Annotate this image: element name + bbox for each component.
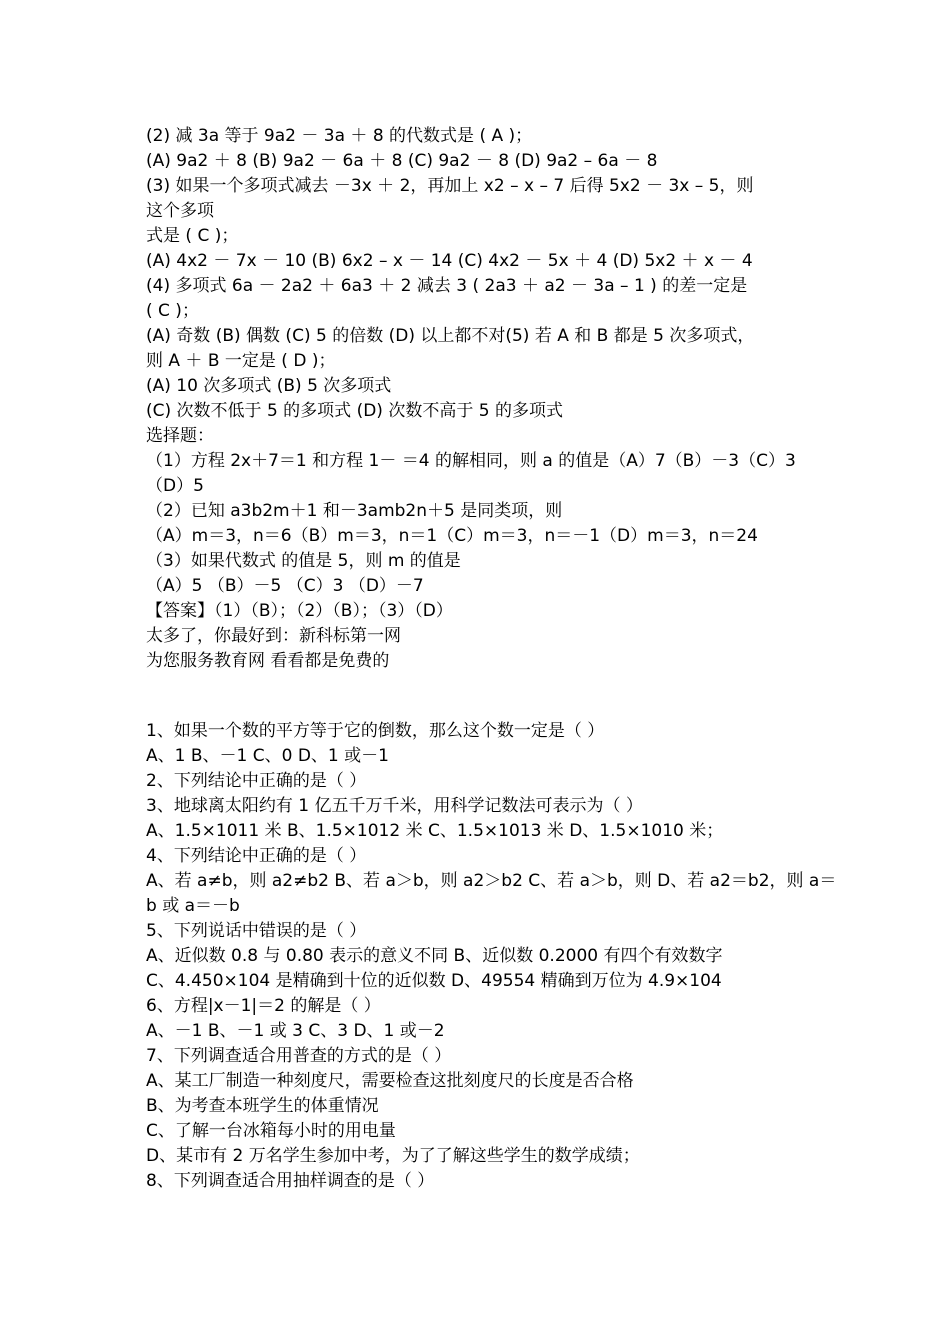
text-line: C、了解一台冰箱每小时的用电量 xyxy=(146,1121,396,1141)
text-line: A、近似数 0.8 与 0.80 表示的意义不同 B、近似数 0.2000 有四个有效数字 xyxy=(146,946,723,966)
text-line: ( C )； xyxy=(146,301,199,321)
text-line: 式是 ( C )； xyxy=(146,226,239,246)
question-line: 5、下列说话中错误的是（ ） xyxy=(146,921,367,941)
text-line: (3) 如果一个多项式减去 －3x ＋ 2，再加上 x2 – x – 7 后得 5x2 － 3x – 5，则 xyxy=(146,176,754,196)
text-line: （A）m＝3，n＝6（B）m＝3，n＝1（C）m＝3，n＝－1（D）m＝3，n＝24 xyxy=(146,526,758,546)
text-line: (A) 9a2 ＋ 8 (B) 9a2 － 6a ＋ 8 (C) 9a2 － 8 (D) 9a2 – 6a － 8 xyxy=(146,151,658,171)
text-line: A、－1 B、－1 或 3 C、3 D、1 或－2 xyxy=(146,1021,445,1041)
text-line: (C) 次数不低于 5 的多项式 (D) 次数不高于 5 的多项式 xyxy=(146,401,563,421)
text-line: B、为考查本班学生的体重情况 xyxy=(146,1096,379,1116)
section-heading: 选择题： xyxy=(146,426,214,446)
text-line: （A）5 （B）－5 （C）3 （D）－7 xyxy=(146,576,424,596)
text-line: （3）如果代数式 的值是 5，则 m 的值是 xyxy=(146,551,461,571)
text-section-2 xyxy=(146,719,837,1194)
question-line: 2、下列结论中正确的是（ ） xyxy=(146,771,367,791)
question-line: 1、如果一个数的平方等于它的倒数，那么这个数一定是（ ） xyxy=(146,721,605,741)
question-line: 7、下列调查适合用普查的方式的是（ ） xyxy=(146,1046,452,1066)
text-line: A、若 a≠b，则 a2≠b2 B、若 a＞b，则 a2＞b2 C、若 a＞b，则 D、若 a2＝b2，则 a＝ xyxy=(146,871,837,891)
text-line: 这个多项 xyxy=(146,201,214,221)
text-line: b 或 a＝－b xyxy=(146,896,240,916)
text-line: 则 A ＋ B 一定是 ( D )； xyxy=(146,351,336,371)
question-line: 4、下列结论中正确的是（ ） xyxy=(146,846,367,866)
text-line: 为您服务教育网 看看都是免费的 xyxy=(146,651,390,671)
text-line: （D）5 xyxy=(146,476,204,496)
text-line: （1）方程 2x＋7＝1 和方程 1－ ＝4 的解相同，则 a 的值是（A）7（B）－3（C）3 xyxy=(146,451,796,471)
text-line: A、1 B、－1 C、0 D、1 或－1 xyxy=(146,746,389,766)
text-line: (2) 减 3a 等于 9a2 － 3a ＋ 8 的代数式是 ( A )； xyxy=(146,126,533,146)
text-line: (A) 4x2 － 7x － 10 (B) 6x2 – x － 14 (C) 4x2 － 5x ＋ 4 (D) 5x2 ＋ x － 4 xyxy=(146,251,753,271)
text-line: (A) 10 次多项式 (B) 5 次多项式 xyxy=(146,376,392,396)
text-line: (A) 奇数 (B) 偶数 (C) 5 的倍数 (D) 以上都不对(5) 若 A 和 B 都是 5 次多项式， xyxy=(146,326,755,346)
text-line: D、某市有 2 万名学生参加中考，为了了解这些学生的数学成绩； xyxy=(146,1146,640,1166)
text-line: （2）已知 a3b2m＋1 和－3amb2n＋5 是同类项，则 xyxy=(146,501,563,521)
text-line: A、1.5×1011 米 B、1.5×1012 米 C、1.5×1013 米 D、1.5×1010 米； xyxy=(146,821,724,841)
text-line: 太多了，你最好到：新科标第一网 xyxy=(146,626,401,646)
question-line: 6、方程|x－1|＝2 的解是（ ） xyxy=(146,996,381,1016)
text-line: A、某工厂制造一种刻度尺，需要检查这批刻度尺的长度是否合格 xyxy=(146,1071,634,1091)
question-line: 8、下列调查适合用抽样调查的是（ ） xyxy=(146,1171,435,1191)
text-section-1 xyxy=(146,124,816,674)
text-line: C、4.450×104 是精确到十位的近似数 D、49554 精确到万位为 4.9×104 xyxy=(146,971,722,991)
text-line: (4) 多项式 6a － 2a2 ＋ 6a3 ＋ 2 减去 3 ( 2a3 ＋ a2 － 3a – 1 ) 的差一定是 xyxy=(146,276,748,296)
question-line: 3、地球离太阳约有 1 亿五千万千米，用科学记数法可表示为（ ） xyxy=(146,796,643,816)
answer-line: 【答案】（1）（B）；（2）（B）；（3）（D） xyxy=(146,601,453,621)
